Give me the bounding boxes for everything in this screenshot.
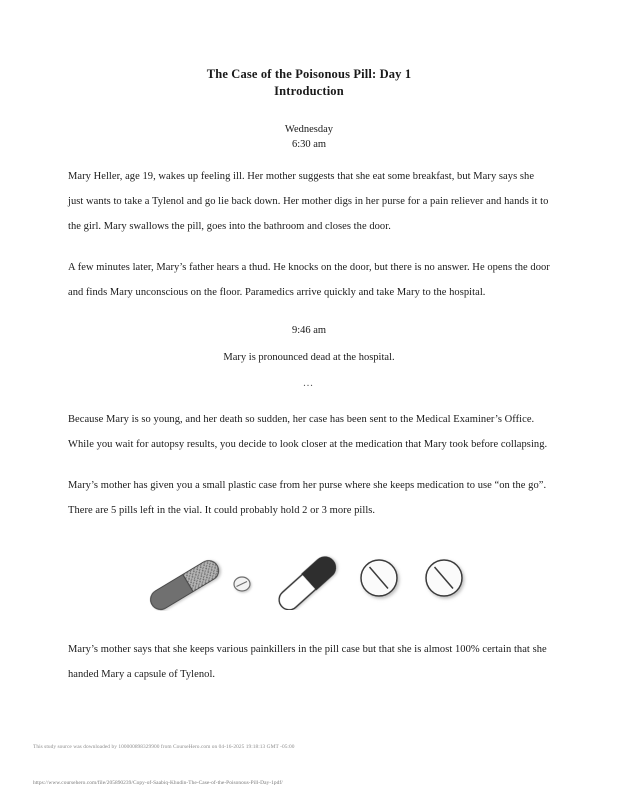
paragraph-2: A few minutes later, Mary’s father hears a thud. He knocks on the door, but there is no answer. He opens the door and finds Mary unconscious on the floor. Paramedics arrive quickly and take Mary to the hospital.: [68, 262, 550, 298]
dark-white-capsule-icon: [272, 552, 348, 610]
pill-illustration-row: [68, 549, 550, 615]
paragraph-1: Mary Heller, age 19, wakes up feeling ill. Her mother suggests that she eat some breakfast, but Mary says she just wants to take a Tylenol and go lie back down. Her mother digs in her purse for a pain reliever and hands it to the girl. Mary swallows the pill, goes into the bathroom and closes the door.: [68, 171, 549, 232]
round-scored-tablet-2-icon: [421, 555, 471, 605]
speckled-gray-capsule-icon: [146, 555, 230, 611]
day-label: Wednesday: [284, 124, 334, 135]
document-body: [68, 66, 550, 687]
coursehero-source-url: https://www.coursehero.com/file/205890239/Copy-of-Saabiq-Khudin-The-Case-of-the-Poisonous-Pill-Day-1pdf/: [33, 780, 283, 786]
page-title: [68, 66, 550, 100]
paragraph-3: Because Mary is so young, and her death so sudden, her case has been sent to the Medical Examiner’s Office. While you wait for autopsy results, you decide to look closer at the medication that Mary took before collapsing.: [68, 414, 548, 450]
death-statement: Mary is pronounced dead at the hospital.: [223, 352, 395, 363]
section-break-ellipsis: …: [302, 378, 316, 389]
round-scored-tablet-1-icon: [356, 555, 406, 605]
title-line-1: The Case of the Poisonous Pill: Day 1: [206, 67, 412, 81]
time-death: 9:46 am: [291, 325, 327, 336]
title-line-2: Introduction: [274, 84, 344, 98]
paragraph-4: Mary’s mother has given you a small plastic case from her purse where she keeps medication to use “on the go”. There are 5 pills left in the vial. It could probably hold 2 or 3 more pills.: [68, 480, 547, 516]
paragraph-5: Mary’s mother says that she keeps various painkillers in the pill case but that she is almost 100% certain that she handed Mary a capsule of Tylenol.: [68, 644, 547, 680]
small-round-tablet-icon: [230, 573, 256, 597]
coursehero-download-note: This study source was downloaded by 100000898329900 from CourseHero.com on 04-16-2025 19:18:13 GMT -05:00: [33, 744, 295, 750]
time-morning: 6:30 am: [291, 139, 327, 150]
